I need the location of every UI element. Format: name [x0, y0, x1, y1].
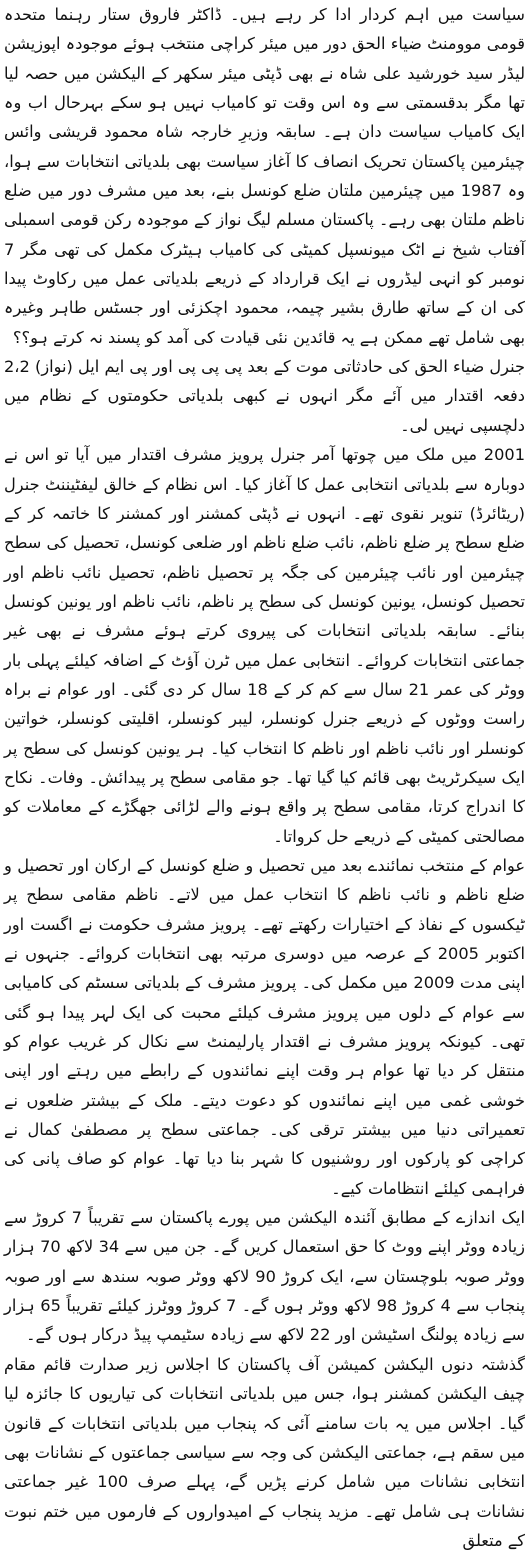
paragraph: سیاست میں اہم کردار ادا کر رہے ہیں۔ ڈاکٹر فاروق ستار رہنما متحدہ قومی موومنٹ ضیاء الحق دور میں میئر کراچی منتخب ہوئے موجودہ اپوزیشن لیڈر سید خورشید علی شاہ نے بھی ڈپٹی میئر سکھر کے الیکشن میں حصہ لیا تھا مگر بدقسمتی سے وہ اس وقت تو کامیاب نہیں ہو سکے بہرحال اب وہ ایک کامیاب سیاست دان ہے۔ سابقہ وزیرِ خارجہ شاہ محمود قریشی وائس چیئرمین پاکستان تحریک انصاف کا آغاز سیاست بھی بلدیاتی انتخابات سے ہوا، وہ 1987 میں چیئرمین ملتان ضلع کونسل بنے، بعد میں مشرف دور میں ضلع ناظم ملتان بھی رہے۔ پاکستان مسلم لیگ نواز کے موجودہ رکن قومی اسمبلی آفتاب شیخ نے اٹک میونسپل کمیٹی کی کامیاب ہیٹرک مکمل کی تھی مگر 7 نومبر کو انہی لیڈروں نے ایک قرارداد کے ذریعے بلدیاتی عمل میں رکاوٹ پیدا کی ان کے ساتھ طارق بشیر چیمہ، محمود اچکزئی اور جسٹس طاہر وغیرہ بھی شامل تھے ممکن ہے یہ قائدین نئی قیادت کی آمد کو پسند نہ کرتے ہو؟؟ — [4, 5, 525, 347]
paragraph: گذشتہ دنوں الیکشن کمیشن آف پاکستان کا اجلاس زیر صدارت قائم مقام چیف الیکشن کمشنر ہوا، جس میں بلدیاتی انتخابات کی تیاریوں کا جائزہ لیا گیا۔ اجلاس میں یہ بات سامنے آئی کہ پنجاب میں بلدیاتی انتخابات کے قانون میں سقم ہے، جماعتی الیکشن کی وجہ سے سیاسی جماعتوں کے نشانات بھی انتخابی نشانات میں شامل کرنے پڑیں گے، پہلے صرف 100 غیر جماعتی نشانات ہی شامل تھے۔ مزید پنجاب کے امیدواروں کے فارموں میں ختم نبوت کے متعلق — [4, 1354, 525, 1550]
paragraph: 2001 میں ملک میں چوتھا آمر جنرل پرویز مشرف اقتدار میں آیا تو اس نے دوبارہ سے بلدیاتی انتخابی عمل کا آغاز کیا۔ اس نظام کے خالق لیفٹیننٹ جنرل (ریٹائرڈ) تنویر نقوی تھے۔ انہوں نے ڈپٹی کمشنر اور کمشنر کا خاتمہ کر کے ضلع سطح پر ضلع ناظم، نائب ضلع ناظم اور ضلعی کونسل، تحصیل کی سطح چیئرمین اور نائب چیئرمین کی جگہ پر تحصیل ناظم، تحصیل نائب ناظم اور تحصیل کونسل، یونین کونسل کی سطح پر ناظم، نائب ناظم اور یونین کونسل بنائے۔ سابقہ بلدیاتی انتخابات کی پیروی کرتے ہوئے مشرف نے بھی غیر جماعتی انتخابات کروائے۔ انتخابی عمل میں ٹرن آؤٹ کے اضافہ کیلئے پہلی بار ووٹر کی عمر 21 سال سے کم کر کے 18 سال کر دی گئی۔ اور عوام نے براہ راست ووٹوں کے ذریعے جنرل کونسلر، لیبر کونسلر، اقلیتی کونسلر، خواتین کونسلر اور نائب ناظم اور ناظم کا انتخاب کیا۔ ہر یونین کونسل کی سطح پر ایک سیکرٹریٹ بھی قائم کیا گیا تھا۔ جو مقامی سطح پر پیدائش۔ وفات۔ نکاح کا اندراج کرتا، مقامی سطح پر واقع ہونے والے لڑائی جھگڑے کے معاملات کو مصالحتی کمیٹی کے ذریعے حل کرواتا۔ — [4, 445, 525, 846]
article-body — [4, 0, 526, 1550]
paragraph: جنرل ضیاء الحق کی حادثاتی موت کے بعد پی پی پی اور پی ایم ایل (نواز) 2،2 دفعہ اقتدار میں آئے مگر انہوں نے کبھی بلدیاتی حکومتوں کے نظام میں دلچسپی نہیں لی۔ — [4, 357, 525, 435]
paragraph: عوام کے منتخب نمائندے بعد میں تحصیل و ضلع کونسل کے ارکان اور تحصیل و ضلع ناظم و نائب ناظم کا انتخاب عمل میں لاتے۔ ناظم مقامی سطح پر ٹیکسوں کے نفاذ کے اختیارات رکھتے تھے۔ پرویز مشرف حکومت نے اگست اور اکتوبر 2005 کے عرصہ میں دوسری مرتبہ بھی انتخابات کروائے۔ جنہوں نے اپنی مدت 2009 میں مکمل کی۔ پرویز مشرف کے بلدیاتی سسٹم کی کامیابی سے عوام کے دلوں میں پرویز مشرف کیلئے محبت کی ایک لہر پیدا ہو گئی تھی۔ کیونکہ پرویز مشرف نے اقتدار پارلیمنٹ سے نکال کر غریب عوام کو منتقل کر دیا تھا عوام ہر وقت اپنے نمائندوں کے رابطے میں رہتے اور اپنی خوشی غمی میں اپنے نمائندوں کو دعوت دیتے۔ ملک کے بیشتر ضلعوں نے تعمیراتی دنیا میں بیشتر ترقی کی۔ جماعتی سطح پر مصطفیٰ کمال نے کراچی کو پارکوں اور روشنیوں کا شہر بنا دیا تھا۔ عوام کو صاف پانی کی فراہمی کیلئے انتظامات کیے۔ — [4, 855, 526, 1198]
paragraph: ایک اندازے کے مطابق آئندہ الیکشن میں پورے پاکستان سے تقریباً 7 کروڑ سے زیادہ ووٹر اپنے ووٹ کا حق استعمال کریں گے۔ جن میں سے 34 لاکھ 70 ہزار ووٹر صوبہ بلوچستان سے، ایک کروڑ 90 لاکھ ووٹر صوبہ سندھ سے اور صوبہ پنجاب سے 4 کروڑ 98 لاکھ ووٹر ہوں گے۔ 7 کروڑ ووٹرز کیلئے تقریباً 65 ہزار سے زیادہ پولنگ اسٹیشن اور 22 لاکھ سے زیادہ سٹیمپ پیڈ درکار ہوں گے۔ — [4, 1208, 525, 1345]
